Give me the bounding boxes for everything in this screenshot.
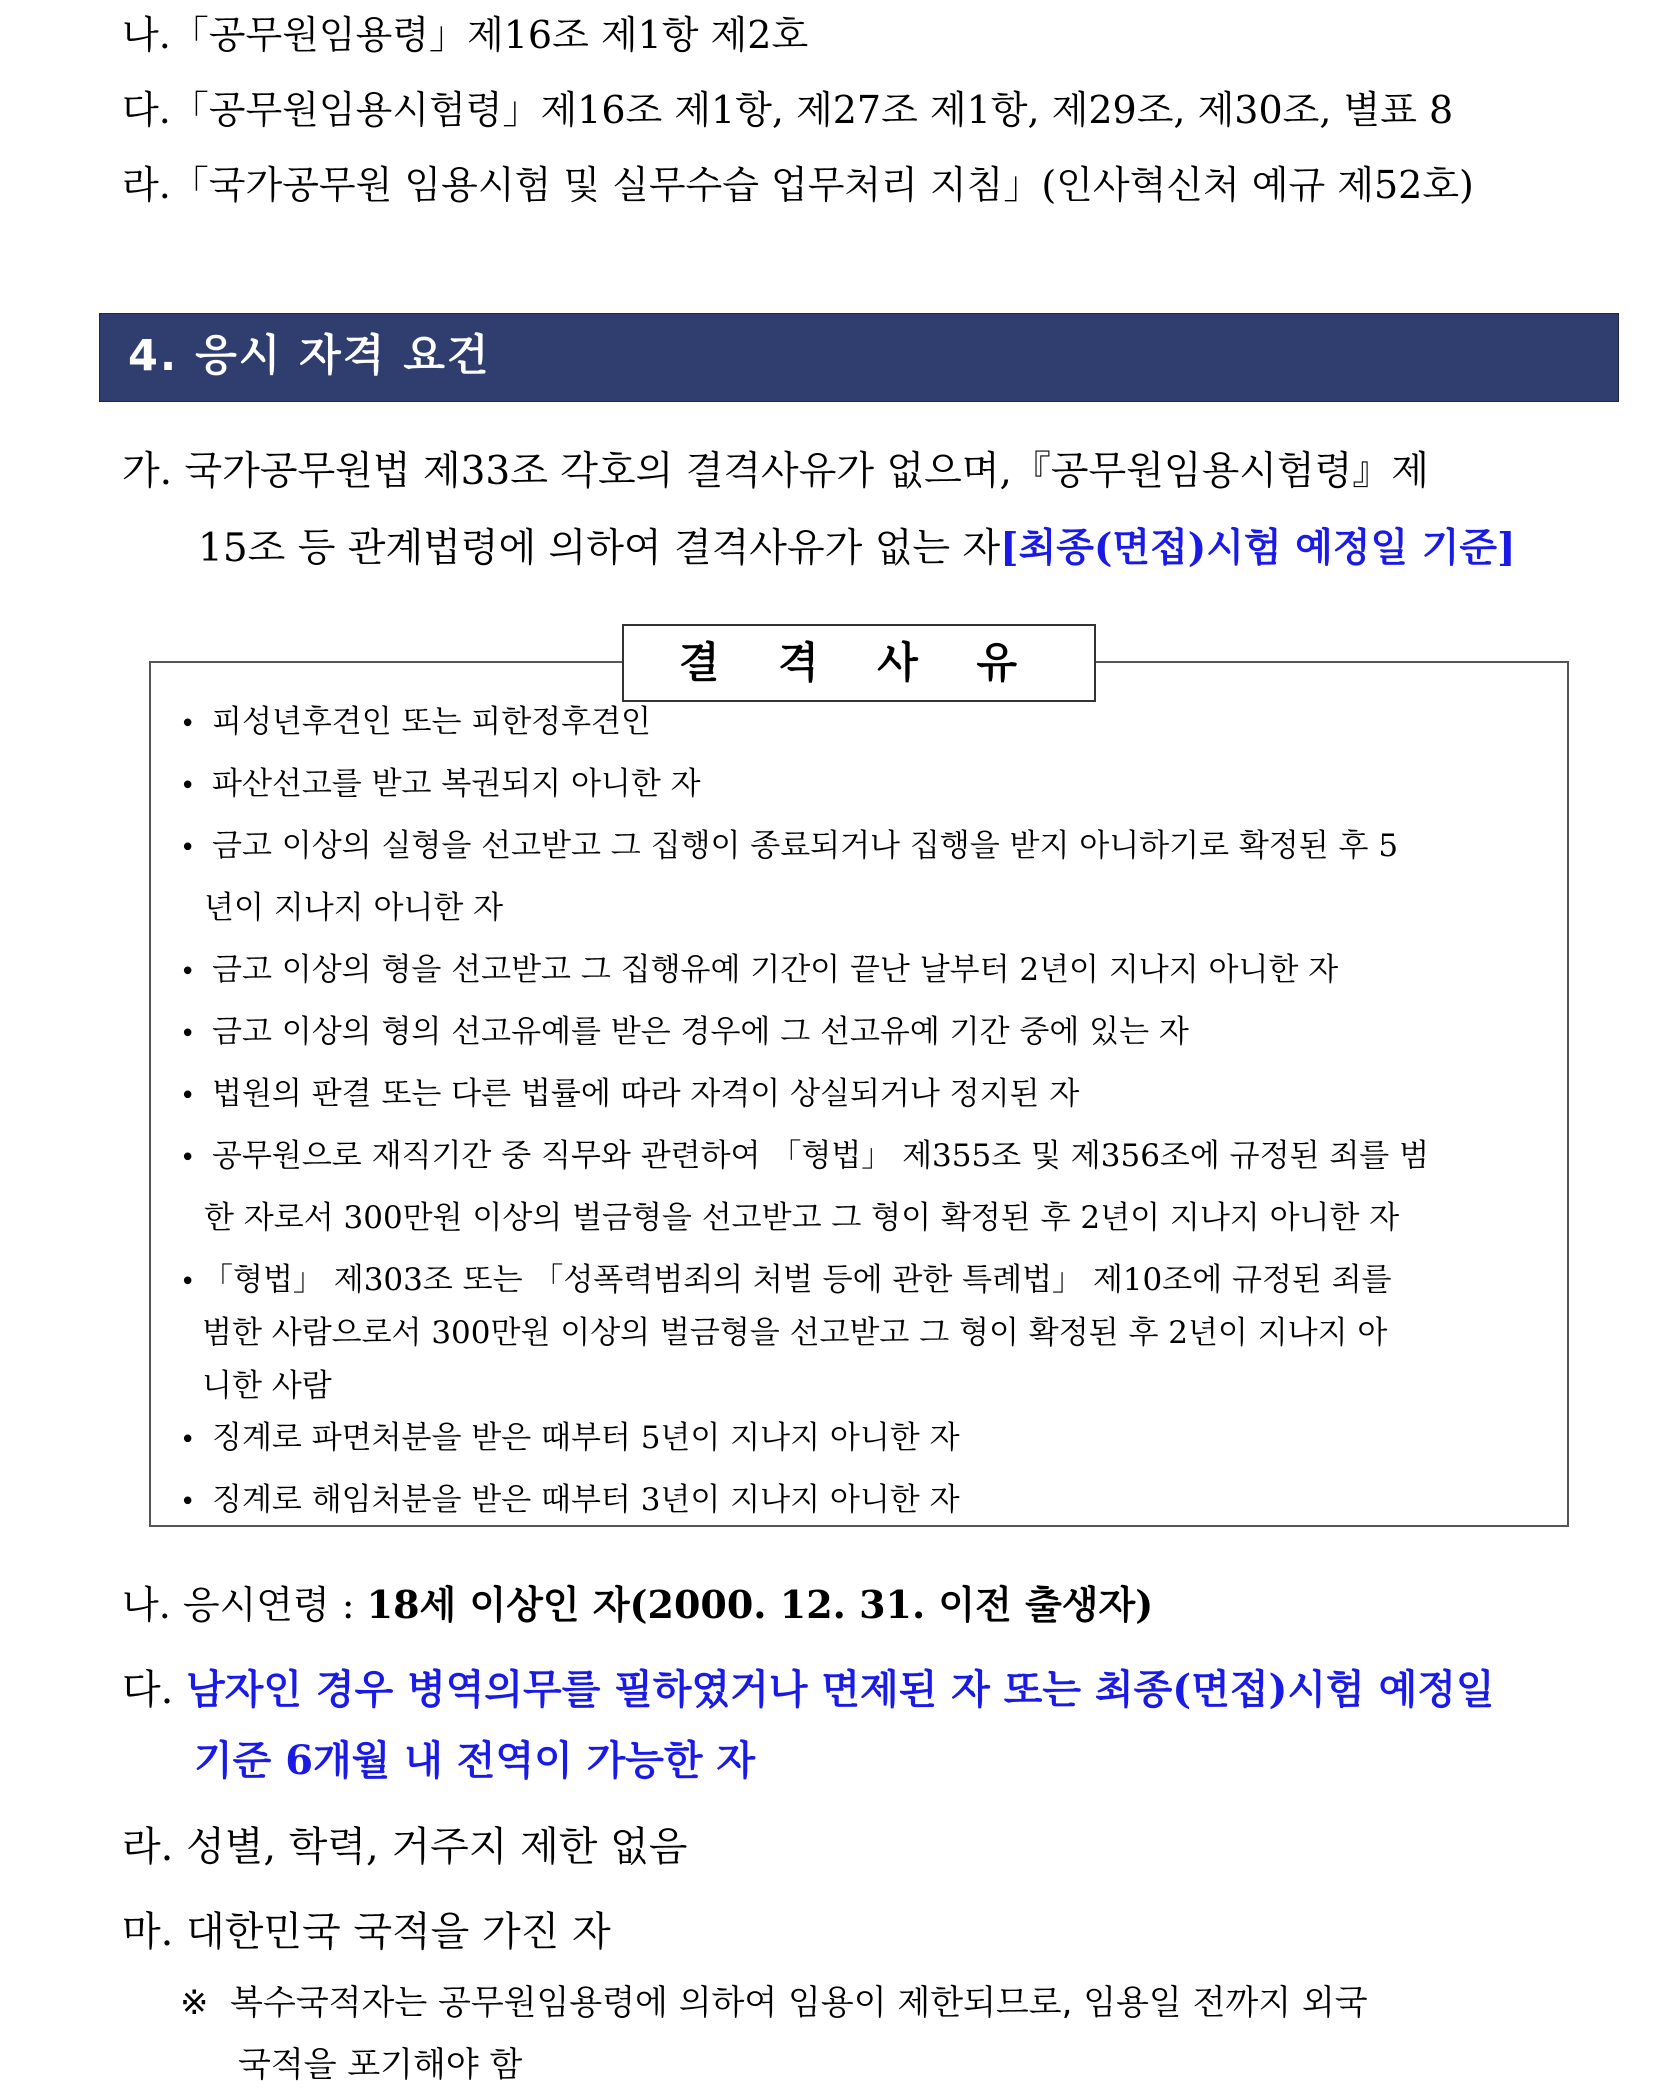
disqualification-item: 금고 이상의 형의 선고유예를 받은 경우에 그 선고유예 기간 중에 있는 자: [212, 1014, 1189, 1050]
disqualification-item-continued: 니한 사람: [202, 1368, 332, 1404]
disqualification-item: 피성년후견인 또는 피한정후견인: [212, 704, 651, 740]
disqualification-item: 금고 이상의 실형을 선고받고 그 집행이 종료되거나 집행을 받지 아니하기로 확정된 후 5: [212, 828, 1399, 864]
military-requirement: [122, 1665, 1495, 1715]
reference-ra: 라.「국가공무원 임용시험 및 실무수습 업무처리 지침」(인사혁신처 예규 제52호): [122, 163, 1474, 207]
disqualification-item-continued: 한 자로서 300만원 이상의 벌금형을 선고받고 그 형이 확정된 후 2년이 지나지 아니한 자: [204, 1200, 1400, 1236]
disqualification-item: 법원의 판결 또는 다른 법률에 따라 자격이 상실되거나 정지된 자: [212, 1076, 1080, 1112]
bullet-icon: •: [180, 957, 196, 987]
disqualification-item-continued: 범한 사람으로서 300만원 이상의 벌금형을 선고받고 그 형이 확정된 후 2년이 지나지 아: [202, 1315, 1388, 1351]
military-label: 다.: [122, 1667, 187, 1713]
ga-line-1: 가. 국가공무원법 제33조 각호의 결격사유가 없으며,『공무원임용시험령』제: [122, 449, 1429, 494]
bullet-icon: •: [180, 1019, 196, 1049]
disqualification-title: 결 격 사 유: [622, 624, 1096, 702]
age-requirement: [122, 1580, 1153, 1630]
bullet-icon: •: [180, 1267, 196, 1297]
age-label: 나. 응시연령 :: [122, 1583, 367, 1627]
disqualification-item: 징계로 파면처분을 받은 때부터 5년이 지나지 아니한 자: [212, 1420, 960, 1456]
age-value: 18세 이상인 자(2000. 12. 31. 이전 출생자): [366, 1582, 1154, 1627]
note-line-2: 국적을 포기해야 함: [238, 2045, 523, 2085]
note-mark: ※: [180, 1983, 209, 2023]
section-title: 4. 응시 자격 요건: [128, 331, 491, 381]
disqualification-item: 공무원으로 재직기간 중 직무와 관련하여 「형법」 제355조 및 제356조에 규정된 죄를 범: [212, 1138, 1430, 1174]
note-text-1: 복수국적자는 공무원임용령에 의하여 임용이 제한되므로, 임용일 전까지 외국: [230, 1983, 1368, 2023]
nationality-requirement: 마. 대한민국 국적을 가진 자: [122, 1909, 611, 1955]
note-line-1: [180, 1978, 1368, 2028]
ga-line-2-text: 15조 등 관계법령에 의하여 결격사유가 없는 자: [198, 526, 1001, 571]
military-line-2: 기준 6개월 내 전역이 가능한 자: [194, 1737, 756, 1784]
bullet-icon: •: [180, 1143, 196, 1173]
bullet-icon: •: [180, 833, 196, 863]
reference-na: 나.「공무원임용령」제16조 제1항 제2호: [122, 13, 809, 57]
disqualification-item: 금고 이상의 형을 선고받고 그 집행유예 기간이 끝난 날부터 2년이 지나지 아니한 자: [212, 952, 1339, 988]
disqualification-item-continued: 년이 지나지 아니한 자: [204, 890, 504, 926]
bullet-icon: •: [180, 709, 196, 739]
bullet-icon: •: [180, 1081, 196, 1111]
no-restrictions: 라. 성별, 학력, 거주지 제한 없음: [122, 1824, 688, 1870]
military-line-1: 남자인 경우 병역의무를 필하였거나 면제된 자 또는 최종(면접)시험 예정일: [186, 1666, 1495, 1713]
disqualification-item: 「형법」 제303조 또는 「성폭력범죄의 처벌 등에 관한 특례법」 제10조에 규정된 죄를: [202, 1262, 1392, 1298]
disqualification-item: 파산선고를 받고 복권되지 아니한 자: [212, 766, 701, 802]
bullet-icon: •: [180, 771, 196, 801]
reference-da: 다.「공무원임용시험령」제16조 제1항, 제27조 제1항, 제29조, 제30조, 별표 8: [122, 88, 1454, 132]
bullet-icon: •: [180, 1425, 196, 1455]
disqualification-item: 징계로 해임처분을 받은 때부터 3년이 지나지 아니한 자: [212, 1482, 960, 1518]
ga-line-2: [198, 523, 1516, 574]
bullet-icon: •: [180, 1487, 196, 1517]
ga-line-2-emphasis: [최종(면접)시험 예정일 기준]: [1000, 525, 1516, 571]
